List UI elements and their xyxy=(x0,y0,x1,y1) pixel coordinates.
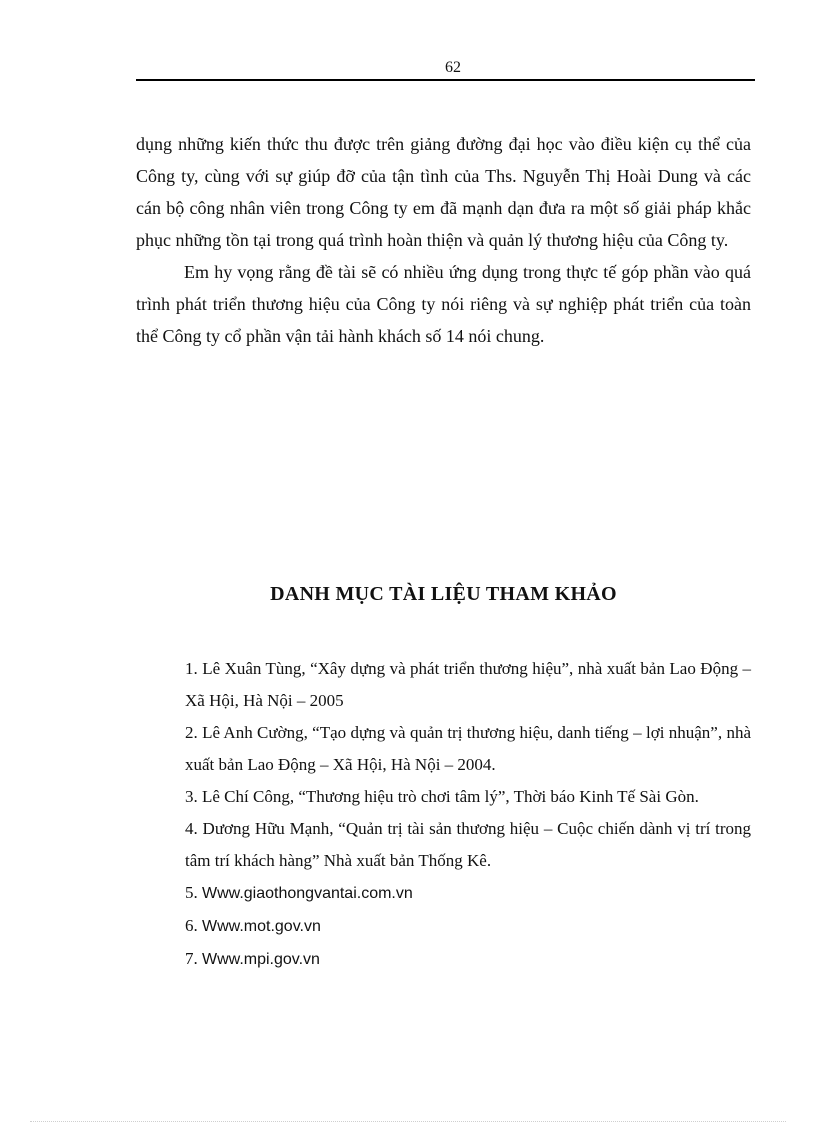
reference-item xyxy=(185,813,751,877)
paragraph-hope: Em hy vọng rằng đề tài sẽ có nhiều ứng dụng trong thực tế góp phần vào quá trình phát triển thương hiệu của Công ty nói riêng và sự nghiệp phát triển của toàn thể Công ty cổ phần vận tải hành khách số 14 nói chung. xyxy=(136,262,751,346)
paragraph-continued: dụng những kiến thức thu được trên giảng đường đại học vào điều kiện cụ thể của Công ty, cùng với sự giúp đỡ của tận tình của Ths. Nguyễn Thị Hoài Dung và các cán bộ công nhân viên trong Công ty em đã mạnh dạn đưa ra một số giải pháp khắc phục những tồn tại trong quá trình hoàn thiện và quản lý thương hiệu của Công ty. xyxy=(136,134,751,250)
reference-item xyxy=(185,653,751,717)
reference-url: Www.mpi.gov.vn xyxy=(202,951,320,968)
reference-number: 2. xyxy=(185,723,198,742)
footer-rule xyxy=(30,1121,786,1122)
references-title: DANH MỤC TÀI LIỆU THAM KHẢO xyxy=(270,583,617,605)
reference-text: Dương Hữu Mạnh, “Quản trị tài sản thương hiệu – Cuộc chiến dành vị trí trong tâm trí khách hàng” Nhà xuất bản Thống Kê. xyxy=(185,819,752,870)
header-rule xyxy=(136,79,755,81)
reference-number: 6. xyxy=(185,916,198,935)
reference-number: 1. xyxy=(185,659,198,678)
reference-item xyxy=(185,943,751,976)
reference-number: 7. xyxy=(185,949,198,968)
reference-number: 4. xyxy=(185,819,198,838)
reference-number: 5. xyxy=(185,883,198,902)
body-text xyxy=(136,128,751,352)
reference-url: Www.giaothongvantai.com.vn xyxy=(202,885,413,902)
reference-text: Lê Anh Cường, “Tạo dựng và quản trị thương hiệu, danh tiếng – lợi nhuận”, nhà xuất bản Lao Động – Xã Hội, Hà Nội – 2004. xyxy=(185,723,751,774)
reference-item xyxy=(185,910,751,943)
reference-item xyxy=(185,877,751,910)
references-list xyxy=(185,653,751,976)
reference-number: 3. xyxy=(185,787,198,806)
reference-text: Lê Chí Công, “Thương hiệu trò chơi tâm lý”, Thời báo Kinh Tế Sài Gòn. xyxy=(202,787,699,806)
reference-item xyxy=(185,717,751,781)
reference-item xyxy=(185,781,751,813)
reference-url: Www.mot.gov.vn xyxy=(202,918,321,935)
reference-text: Lê Xuân Tùng, “Xây dựng và phát triển thương hiệu”, nhà xuất bản Lao Động – Xã Hội, Hà Nội – 2005 xyxy=(185,659,752,710)
page-number: 62 xyxy=(445,59,461,76)
